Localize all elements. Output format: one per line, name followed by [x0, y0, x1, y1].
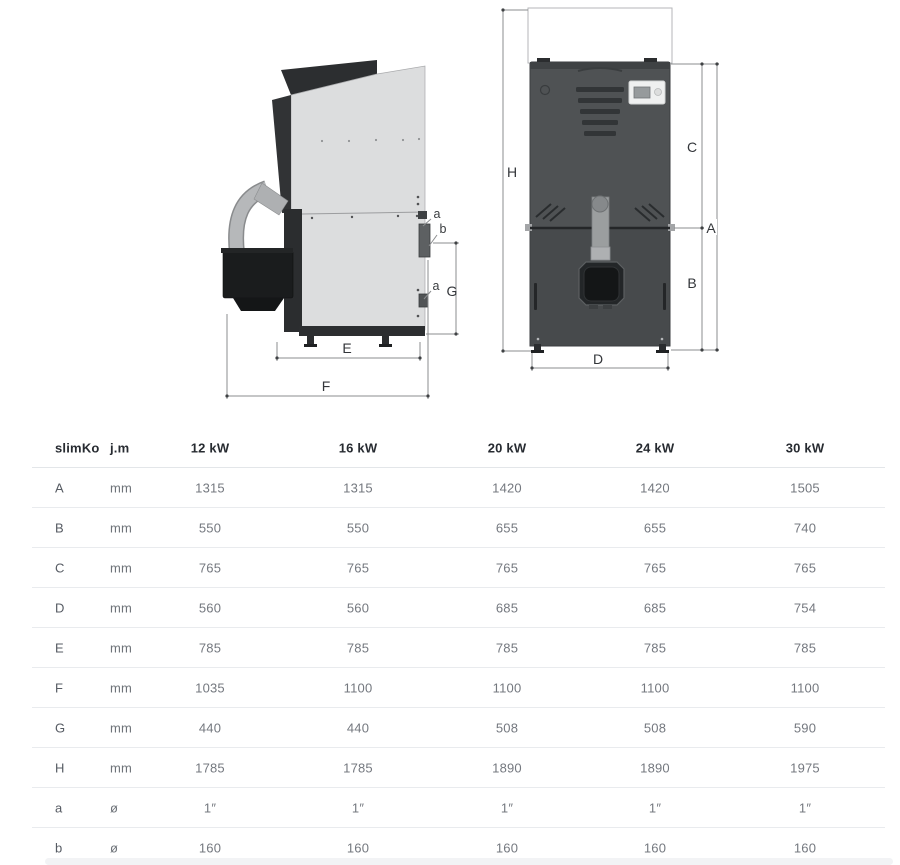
value-16kw: 1315 [343, 480, 373, 495]
dim-label: F [55, 680, 64, 695]
unit-label: mm [110, 720, 133, 735]
unit-label: mm [110, 680, 133, 695]
value-24kw: 1890 [640, 760, 670, 775]
value-24kw: 785 [643, 640, 667, 655]
col-header-dim: slimKo [55, 440, 100, 456]
unit-label: ø [110, 800, 119, 815]
unit-label: mm [110, 480, 133, 495]
value-20kw: 1100 [492, 680, 522, 695]
col-header-30kw: 30 kW [785, 440, 825, 456]
value-30kw: 785 [793, 640, 817, 655]
value-24kw: 685 [643, 600, 667, 615]
label-E: E [342, 340, 352, 356]
dim-label: G [55, 720, 66, 735]
value-30kw: 1505 [790, 480, 820, 495]
value-30kw: 590 [793, 720, 817, 735]
value-16kw: 160 [346, 840, 370, 855]
value-12kw: 1315 [195, 480, 225, 495]
label-D: D [592, 351, 604, 367]
value-12kw: 1035 [195, 680, 225, 695]
open-lid-outline [528, 8, 672, 63]
value-24kw: 655 [643, 520, 667, 535]
table-row [32, 708, 885, 748]
flue-outlet-b [419, 224, 430, 257]
side-panel [291, 66, 425, 330]
dim-label: D [55, 600, 65, 615]
label-F: F [321, 378, 331, 394]
value-16kw: 440 [346, 720, 370, 735]
value-30kw: 160 [793, 840, 817, 855]
value-16kw: 1785 [343, 760, 373, 775]
dim-label: b [55, 840, 63, 855]
table-row [32, 548, 885, 588]
table-row [32, 508, 885, 548]
table-row [32, 588, 885, 628]
value-24kw: 160 [643, 840, 667, 855]
value-30kw: 765 [793, 560, 817, 575]
value-20kw: 1″ [500, 800, 514, 815]
control-display [634, 87, 650, 98]
boiler-side-view [221, 60, 430, 347]
col-header-12kw: 12 kW [190, 440, 230, 456]
unit-label: mm [110, 640, 133, 655]
dim-label: C [55, 560, 65, 575]
value-20kw: 160 [495, 840, 519, 855]
value-24kw: 765 [643, 560, 667, 575]
label-H: H [506, 164, 518, 180]
value-24kw: 1100 [640, 680, 670, 695]
label-A: A [706, 220, 716, 236]
value-30kw: 1100 [790, 680, 820, 695]
burner-unit [223, 251, 293, 298]
value-20kw: 785 [495, 640, 519, 655]
value-20kw: 685 [495, 600, 519, 615]
value-20kw: 1890 [492, 760, 522, 775]
value-30kw: 1″ [798, 800, 812, 815]
value-24kw: 1420 [640, 480, 670, 495]
col-header-20kw: 20 kW [487, 440, 527, 456]
label-B: B [687, 275, 697, 291]
value-20kw: 1420 [492, 480, 522, 495]
dim-label: A [55, 480, 64, 495]
dim-label: H [55, 760, 65, 775]
label-C: C [686, 139, 698, 155]
value-30kw: 754 [793, 600, 817, 615]
label-G: G [446, 283, 458, 299]
control-knob [655, 89, 662, 96]
unit-label: mm [110, 520, 133, 535]
col-header-24kw: 24 kW [635, 440, 675, 456]
value-24kw: 1″ [648, 800, 662, 815]
value-12kw: 1″ [203, 800, 217, 815]
value-30kw: 1975 [790, 760, 820, 775]
spec-table [32, 429, 885, 865]
value-12kw: 785 [198, 640, 222, 655]
dim-label: a [55, 800, 63, 815]
value-16kw: 1″ [351, 800, 365, 815]
table-row [32, 668, 885, 708]
value-16kw: 1100 [343, 680, 373, 695]
dim-label: B [55, 520, 64, 535]
technical-drawings [0, 0, 900, 428]
table-row [32, 748, 885, 788]
col-header-unit: j.m [110, 440, 130, 456]
boiler-front-view [525, 8, 675, 353]
value-24kw: 508 [643, 720, 667, 735]
table-row [32, 628, 885, 668]
label-a-lower: a [432, 279, 440, 293]
value-12kw: 550 [198, 520, 222, 535]
connection-a-upper [418, 211, 427, 219]
value-20kw: 655 [495, 520, 519, 535]
center-feed-pipe [591, 196, 610, 260]
value-12kw: 765 [198, 560, 222, 575]
value-20kw: 508 [495, 720, 519, 735]
table-header-row [32, 429, 885, 468]
value-16kw: 560 [346, 600, 370, 615]
burner-window [579, 262, 624, 309]
label-b: b [439, 222, 447, 236]
value-12kw: 1785 [195, 760, 225, 775]
value-12kw: 560 [198, 600, 222, 615]
control-panel [629, 81, 665, 104]
value-12kw: 160 [198, 840, 222, 855]
label-a-upper: a [433, 207, 441, 221]
value-30kw: 740 [793, 520, 817, 535]
unit-label: mm [110, 760, 133, 775]
unit-label: mm [110, 560, 133, 575]
value-12kw: 440 [198, 720, 222, 735]
bottom-divider-bar [45, 858, 893, 865]
col-header-16kw: 16 kW [338, 440, 378, 456]
table-row [32, 788, 885, 828]
table-row [32, 468, 885, 508]
dim-label: E [55, 640, 64, 655]
unit-label: ø [110, 840, 119, 855]
value-20kw: 765 [495, 560, 519, 575]
value-16kw: 765 [346, 560, 370, 575]
value-16kw: 785 [346, 640, 370, 655]
unit-label: mm [110, 600, 133, 615]
value-16kw: 550 [346, 520, 370, 535]
